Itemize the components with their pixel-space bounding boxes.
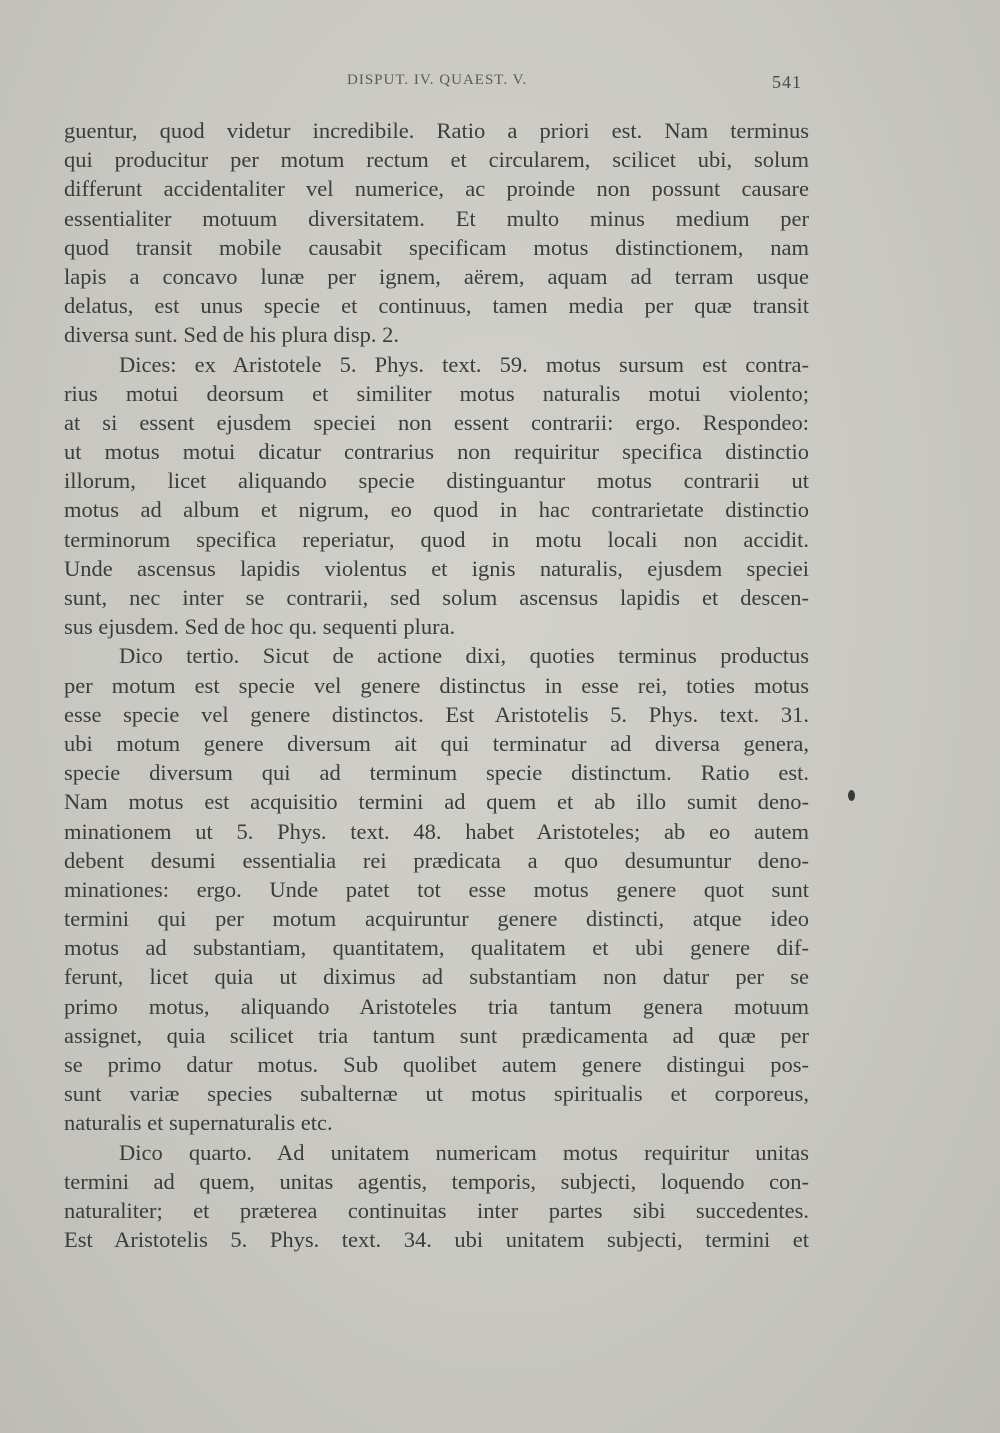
text-line: naturaliter; et præterea continuitas inter partes sibi succedentes. bbox=[64, 1197, 809, 1223]
running-head bbox=[0, 72, 1000, 102]
margin-ink-mark bbox=[848, 790, 855, 801]
text-line: Est Aristotelis 5. Phys. text. 34. ubi unitatem subjecti, termini et bbox=[64, 1227, 809, 1253]
text-line: assignet, quia scilicet tria tantum sunt prædicamenta ad quæ per bbox=[64, 1022, 809, 1048]
text-line: Dico tertio. Sicut de actione dixi, quoties terminus productus bbox=[119, 643, 809, 669]
text-line: quod transit mobile causabit specificam motus distinctionem, nam bbox=[64, 234, 809, 260]
text-line: rius motui deorsum et similiter motus naturalis motui violento; bbox=[64, 380, 809, 406]
text-line: sunt variæ species subalternæ ut motus spiritualis et corporeus, bbox=[64, 1081, 809, 1107]
text-line: per motum est specie vel genere distinctus in esse rei, toties motus bbox=[64, 672, 809, 698]
text-line: specie diversum qui ad terminum specie distinctum. Ratio est. bbox=[64, 760, 809, 786]
running-title: DISPUT. IV. QUAEST. V. bbox=[347, 72, 528, 88]
text-line: termini ad quem, unitas agentis, temporis, subjecti, loquendo con- bbox=[64, 1168, 809, 1194]
text-line: motus ad substantiam, quantitatem, qualitatem et ubi genere dif- bbox=[64, 935, 809, 961]
text-line: qui producitur per motum rectum et circularem, scilicet ubi, solum bbox=[64, 147, 809, 173]
text-line: minationes: ergo. Unde patet tot esse motus genere quot sunt bbox=[64, 876, 809, 902]
text-line: delatus, est unus specie et continuus, tamen media per quæ transit bbox=[64, 293, 809, 319]
page-number: 541 bbox=[772, 72, 802, 92]
text-line: Unde ascensus lapidis violentus et ignis naturalis, ejusdem speciei bbox=[64, 555, 809, 581]
text-line: Dico quarto. Ad unitatem numericam motus requiritur unitas bbox=[119, 1139, 809, 1165]
text-line: sunt, nec inter se contrarii, sed solum ascensus lapidis et descen- bbox=[64, 585, 809, 610]
text-line: sus ejusdem. Sed de hoc qu. sequenti plura. bbox=[64, 614, 456, 640]
text-line: naturalis et supernaturalis etc. bbox=[64, 1110, 333, 1136]
text-line: se primo datur motus. Sub quolibet autem genere distingui pos- bbox=[64, 1052, 809, 1077]
text-line: lapis a concavo lunæ per ignem, aërem, aquam ad terram usque bbox=[64, 263, 809, 289]
text-line: motus ad album et nigrum, eo quod in hac contrarietate distinctio bbox=[64, 497, 809, 523]
text-line: ubi motum genere diversum ait qui terminatur ad diversa genera, bbox=[64, 730, 809, 756]
body-text bbox=[64, 116, 809, 1254]
text-line: at si essent ejusdem speciei non essent contrarii: ergo. Respondeo: bbox=[64, 409, 809, 435]
text-line: ferunt, licet quia ut diximus ad substantiam non datur per se bbox=[64, 964, 809, 990]
text-line: primo motus, aliquando Aristoteles tria tantum genera motuum bbox=[64, 993, 809, 1019]
text-line: diversa sunt. Sed de his plura disp. 2. bbox=[64, 322, 399, 348]
text-line: ut motus motui dicatur contrarius non requiritur specifica distinctio bbox=[64, 439, 809, 465]
text-line: differunt accidentaliter vel numerice, ac proinde non possunt causare bbox=[64, 176, 809, 202]
text-line: termini qui per motum acquiruntur genere distincti, atque ideo bbox=[64, 906, 809, 932]
text-line: minationem ut 5. Phys. text. 48. habet Aristoteles; ab eo autem bbox=[64, 818, 809, 844]
text-line: debent desumi essentialia rei prædicata a quo desumuntur deno- bbox=[64, 847, 809, 873]
text-line: illorum, licet aliquando specie distinguantur motus contrarii ut bbox=[64, 468, 809, 494]
text-line: terminorum specifica reperiatur, quod in motu locali non accidit. bbox=[64, 526, 809, 552]
text-line: essentialiter motuum diversitatem. Et multo minus medium per bbox=[64, 205, 809, 231]
text-line: Dices: ex Aristotele 5. Phys. text. 59. motus sursum est contra- bbox=[119, 351, 809, 377]
text-line: guentur, quod videtur incredibile. Ratio a priori est. Nam terminus bbox=[64, 118, 809, 143]
text-line: esse specie vel genere distinctos. Est Aristotelis 5. Phys. text. 31. bbox=[64, 701, 809, 727]
text-line: Nam motus est acquisitio termini ad quem et ab illo sumit deno- bbox=[64, 789, 809, 815]
